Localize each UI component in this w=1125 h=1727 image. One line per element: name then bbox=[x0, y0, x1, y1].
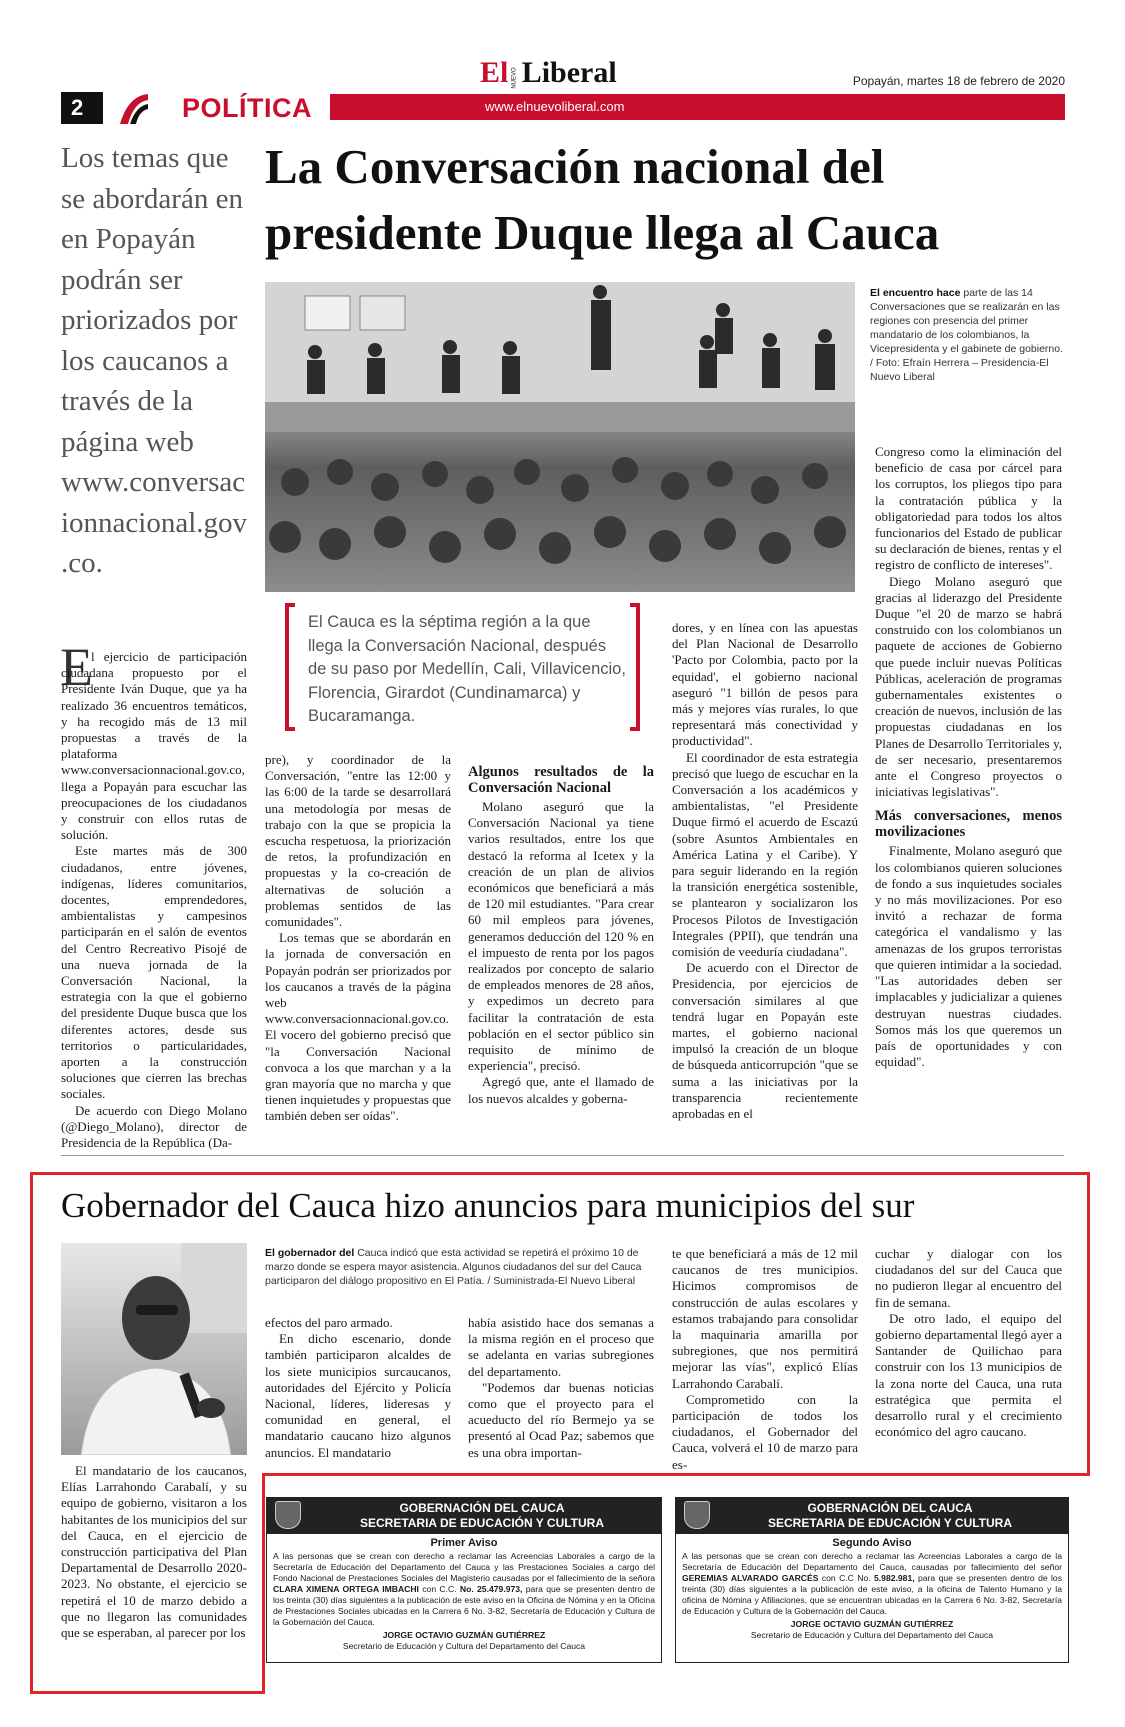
article2-col-4 bbox=[672, 1246, 858, 1473]
aviso-primer-text-c: para que se presenten dentro de los treinta (30) días siguientes a la publicación de este aviso en la Oficina de Nómina y en la Oficina de Prestaciones Sociales ubicadas en la Carrera 6 No. 3-82, Secretaría de Educación y Cultura de la Gobernación del Cauca. bbox=[273, 1584, 655, 1627]
article1-col1-p3: De acuerdo con Diego Molano (@Diego_Molano), director de Presidencia de la República (Da- bbox=[61, 1102, 247, 1151]
governor-photo bbox=[61, 1243, 247, 1455]
issue-date: Popayán, martes 18 de febrero de 2020 bbox=[852, 74, 1065, 88]
article1-col3-p1: Molano aseguró que la Conversación Nacional ya tiene varios resultados, entre los que destacó la reforma al Icetex y la creación de un plan de alivios económicos que beneficiará a más de 120 mil estudiantes. "Para crear 60 mil empleos para jóvenes, generamos deducción del 120 % en el impuesto de renta por los pagos realizados por concepto de salario de empleados menores de 28 años, y expedimos un decreto para facilitar la contratación de esta población en el sector público sin requisito de mínimo de experiencia", precisó. bbox=[468, 799, 654, 1074]
aviso-primer-entity: GOBERNACIÓN DEL CAUCA bbox=[399, 1501, 565, 1515]
article2-col-1 bbox=[61, 1463, 247, 1641]
photo-caption-2-text: Cauca indicó que esta actividad se repetirá el próximo 10 de marzo donde se espera mayor asistencia. Algunos ciudadanos del sur del Cauca participaron del diálogo propositivo en El Patía. / Suministrada-El Nuevo Liberal bbox=[265, 1247, 642, 1287]
article2-col1-p1: El mandatario de los caucanos, Elías Larrahondo Carabalí, y su equipo de gobierno, visitaron a los habitantes de los municipios del sur del Cauca, en el ejercicio de construcción participativa del Plan Departamental de Desarrollo 2020-2023. No obstante, el ejercicio se repetirá el 10 de marzo debido a que no llegaron las comunidades que se esperaban, al parecer por los bbox=[61, 1463, 247, 1641]
article1-col5-p3: Finalmente, Molano aseguró que los colombianos quieren soluciones de fondo a sus inquietudes sociales y no más movilizaciones. Por eso invitó a rechazar de forma categórica el vandalismo y las amenazas de los grupos terroristas que quieren intimidar a la sociedad. "Las autoridades deben ser implacables y judicializar a quienes destruyan nuestras ciudades. Somos más los que queremos un país de oportunidades y con equidad". bbox=[875, 843, 1062, 1070]
section-divider bbox=[61, 1155, 1064, 1156]
article1-col-2 bbox=[265, 752, 451, 1125]
aviso-primer-text-b: con C.C. bbox=[422, 1584, 457, 1594]
article2-col-2 bbox=[265, 1315, 451, 1461]
headline-line-1: La Conversación nacional del bbox=[265, 139, 885, 194]
aviso-primer-id: No. 25.479.973, bbox=[459, 1584, 523, 1594]
aviso-primer-name: CLARA XIMENA ORTEGA IMBACHI bbox=[273, 1584, 419, 1594]
photo-caption-2 bbox=[265, 1246, 655, 1288]
pull-quote-left-bracket bbox=[285, 603, 295, 731]
pull-quote-right-bracket bbox=[630, 603, 640, 731]
article2-col5-p1: cuchar y dialogar con los ciudadanos del sur del Cauca que no pudieron llegar al encuentro del fin de semana. bbox=[875, 1246, 1062, 1310]
article2-col4-p1: te que beneficiará a más de 12 mil caucanos de tres municipios. Hicimos compromisos de construcción de aulas escolares y estamos trabajando para consolidar la maquinaria amarilla por subregiones, que nos permitirá mejorar las vías", explicó Elías Larrahondo Carabalí. bbox=[672, 1246, 858, 1391]
aviso-segundo-entity: GOBERNACIÓN DEL CAUCA bbox=[807, 1501, 973, 1515]
article1-col4-p3: De acuerdo con el Director de Presidencia, por ejercicios de conversación similares al que tendrá lugar en Popayán este martes, el gobierno nacional impulsó la creación de un bloque de búsqueda anticorrupción "que se suma a las iniciativas por la transparencia recientemente aprobadas en el bbox=[672, 960, 858, 1122]
photo-caption-2-lead: El gobernador del bbox=[265, 1247, 355, 1259]
aviso-primer-body bbox=[267, 1549, 661, 1630]
article1-col-4 bbox=[672, 620, 858, 1122]
aviso-segundo-body bbox=[676, 1549, 1068, 1619]
aviso-primer bbox=[266, 1497, 662, 1663]
aviso-primer-text-a: A las personas que se crean con derecho a reclamar las Acreencias Laborales a cargo de la Secretaría de Educación del Departamento del Cauca y las Prestaciones Sociales a cargo del Fondo Nacional de Prestaciones Sociales del Magisterio causadas por el fallecimiento de la señora bbox=[273, 1551, 655, 1583]
website-link[interactable]: www.elnuevoliberal.com bbox=[485, 99, 625, 114]
article2-col5-p2: De otro lado, el equipo del gobierno departamental llegó ayer a Santander de Quilichao para construir con los 13 municipios de la zona norte del Cauca, una ruta estratégica que permita el desarrollo rural y el crecimiento económico del agro caucano. bbox=[875, 1310, 1062, 1440]
aviso-segundo-signer-title: Secretario de Educación y Cultura del Departamento del Cauca bbox=[750, 1630, 994, 1640]
aviso-segundo-office: SECRETARIA DE EDUCACIÓN Y CULTURA bbox=[767, 1516, 1012, 1530]
subhead-resultados: Algunos resultados de la Conversación Nacional bbox=[468, 764, 654, 796]
article1-col3-p2: Agregó que, ante el llamado de los nuevos alcaldes y goberna- bbox=[468, 1074, 654, 1106]
logo-liberal: Liberal bbox=[521, 56, 617, 89]
article1-col5-p2: Diego Molano aseguró que gracias al liderazgo del Presidente Duque "el 20 de marzo se habrá construido con los colombianos un paquete de acciones de Gobierno que puede incluir nuevas Políticas Públicas, aceleración de programas gubernamentales existentes o creación de nuevos, inclusión de las propuestas ciudadanas en los Planes de Desarrollo Territoriales y, de ser necesario, presentaremos ante el Congreso proyectos o iniciativas legislativas". bbox=[875, 573, 1062, 800]
section-swoosh bbox=[118, 92, 148, 124]
aviso-segundo-header bbox=[676, 1498, 1068, 1534]
sidebar-quote: Los temas que se abordarán en en Popayán podrán ser priorizados por los caucanos a través de la página web www.conversacionnacional.gov.co. bbox=[61, 142, 248, 579]
headline-gobernador: Gobernador del Cauca hizo anuncios para municipios del sur bbox=[61, 1186, 915, 1225]
article2-col-3 bbox=[468, 1315, 654, 1461]
aviso-segundo-name: GEREMIAS ALVARADO GARCÉS bbox=[682, 1573, 819, 1583]
article2-col4-p2: Comprometido con la participación de todos los ciudadanos, el Gobernador del Cauca, volverá el 10 de marzo para es- bbox=[672, 1391, 858, 1472]
article2-col2-p2: En dicho escenario, donde también participaron alcaldes de los siete municipios surcaucanos, autoridades del Ejército y Policía Nacional, líderes, lideresas y comunidad en general, el mandatario caucano hizo algunos anuncios. El mandatario bbox=[265, 1331, 451, 1460]
aviso-segundo-id: 5.982.981, bbox=[874, 1573, 915, 1583]
article1-col-3 bbox=[468, 764, 654, 1107]
article2-col3-p1: había asistido hace dos semanas a la misma región en el proceso que se adelanta en varias subregiones del departamento. bbox=[468, 1315, 654, 1379]
drop-cap: E bbox=[60, 637, 93, 697]
highlight-box-step bbox=[262, 1473, 1090, 1476]
aviso-primer-title: Primer Aviso bbox=[430, 1537, 498, 1549]
coat-of-arms-icon bbox=[275, 1501, 301, 1529]
conversation-event-photo bbox=[265, 282, 855, 592]
aviso-primer-header bbox=[267, 1498, 661, 1534]
article1-col2-p1: pre), y coordinador de la Conversación, "entre las 12:00 y las 6:00 de la tarde se desarrollará una metodología por mesas de trabajo con la que se propicia la escucha respetuosa, la priorización de retos, la profundización en propuestas y la co-creación de alternativas de solución a problemas sentidos de las comunidades". bbox=[265, 752, 451, 930]
pull-quote: El Cauca es la séptima región a la que llega la Conversación Nacional, después de su paso por Medellín, Cali, Villavicencio, Florencia, Girardot (Cundinamarca) y Bucaramanga. bbox=[308, 613, 626, 725]
article1-col-5 bbox=[875, 444, 1062, 1070]
photo-caption-1-text: parte de las 14 Conversaciones que se realizarán en las regiones con presencia del primer mandatario de los colombianos, la Vicepresidenta y el gabinete de gobierno. / Foto: Efraín Herrera – Presidencia-El Nuevo Liberal bbox=[870, 287, 1064, 383]
photo-caption-1 bbox=[870, 286, 1065, 384]
logo-nuevo: NUEVO bbox=[512, 67, 519, 89]
aviso-segundo-signer: JORGE OCTAVIO GUZMÁN GUTIÉRREZ bbox=[790, 1619, 954, 1629]
aviso-primer-signer-title: Secretario de Educación y Cultura del Departamento del Cauca bbox=[342, 1641, 586, 1651]
article2-col-5 bbox=[875, 1246, 1062, 1440]
subhead-mas-conversaciones: Más conversaciones, menos movilizaciones bbox=[875, 808, 1062, 841]
article1-col4-p2: El coordinador de esta estrategia precisó que luego de escuchar en la Conversación a los académicos y ambientalistas, "el Presidente Duque firmó el acuerdo de Escazú (sobre Asuntos Ambientales en América Latina y el Caribe). Y para seguir liderando en la región la transición energética sostenible, se plantearon y socializaron los Procesos Pilotos de Investigación Integrales (PPII), que tendrán una comisión de veeduría ciudadana". bbox=[672, 749, 858, 960]
headline-line-2: presidente Duque llega al Cauca bbox=[265, 205, 940, 260]
aviso-segundo-text-c: para que se presenten dentro de los treinta (30) días siguientes a la publicación de este aviso, a la oficina de Talento Humano y la oficina de Nómina y Afiliaciones, que se encuentran ubicadas en la Carrera 6 No. 3-82, Secretaría de Educación y Cultura de la Gobernación del Cauca. bbox=[682, 1573, 1062, 1616]
aviso-segundo-title: Segundo Aviso bbox=[832, 1537, 912, 1549]
aviso-primer-signer: JORGE OCTAVIO GUZMÁN GUTIÉRREZ bbox=[382, 1630, 546, 1640]
aviso-segundo-text-a: A las personas que se crean con derecho a reclamar las Acreencias Laborales a cargo de la Secretaría de Educación del Departamento del Cauca, causadas por fallecimiento del señor bbox=[682, 1551, 1062, 1572]
article1-col1-p2: Este martes más de 300 ciudadanos, entre jóvenes, indígenas, líderes comunitarios, docentes, emprendedores, ambientalistas y campesinos participarán en el salón de eventos del Centro Recreativo Pisojé de una nueva jornada de la Conversación Nacional, la estrategia con la que el gobierno del presidente Duque busca que los diferentes actores, desde sus territorios o particularidades, aporten a la construcción soluciones que cierren las brechas sociales. bbox=[61, 843, 247, 1102]
article1-col2-p2: Los temas que se abordarán en la jornada de conversación en Popayán podrán ser priorizados por los caucanos a través de la página web www.conversacionnacional.gov.co. El vocero del gobierno precisó que "la Conversación Nacional convoca a los que marchan y a la gran mayoría que no marcha y que tienen inquietudes y propuestas que también deben ser oídas". bbox=[265, 930, 451, 1124]
article2-col3-p2: "Podemos dar buenas noticias como que el proyecto para el acueducto del río Bermejo ya se presentó al Ocad Paz; sabemos que es una obra importan- bbox=[468, 1379, 654, 1460]
article2-col2-p1: efectos del paro armado. bbox=[265, 1315, 393, 1330]
article1-col1-p1: l ejercicio de participación ciudadana propuesto por el Presidente Iván Duque, que ya ha realizado 36 encuentros temáticos, y ha recogido más de 13 mil propuestas a través de la plataforma www.conversacionnacional.gov.co, llega a Popayán para escuchar las preocupaciones de los ciudadanos y construir con ellos rutas de solución. bbox=[61, 649, 247, 843]
article1-col-1 bbox=[61, 649, 247, 1151]
header-red-bar bbox=[330, 94, 1065, 120]
newspaper-logo bbox=[480, 56, 617, 92]
aviso-segundo bbox=[675, 1497, 1069, 1663]
photo-caption-1-lead: El encuentro hace bbox=[870, 287, 961, 299]
section-title: POLÍTICA bbox=[182, 93, 312, 123]
aviso-segundo-text-b: con C.C No. bbox=[821, 1573, 871, 1583]
coat-of-arms-icon bbox=[684, 1501, 710, 1529]
logo-el: El bbox=[480, 56, 509, 89]
article1-col4-p1: dores, y en línea con las apuestas del Plan Nacional de Desarrollo 'Pacto por Colombia, pacto por la equidad', el gobierno nacional aseguró "1 billón de pesos para más y mejores vías rurales, lo que representará más conectividad y productividad". bbox=[672, 620, 858, 749]
article1-col5-p1: Congreso como la eliminación del beneficio de casa por cárcel para los corruptos, los pliegos tipo para la contratación pública y la obligatoriedad para todos los altos funcionarios del Estado de publicar su declaración de bienes, rentas y el registro de conflicto de intereses". bbox=[875, 444, 1062, 573]
page-number: 2 bbox=[61, 92, 103, 124]
aviso-primer-office: SECRETARIA DE EDUCACIÓN Y CULTURA bbox=[359, 1516, 604, 1530]
